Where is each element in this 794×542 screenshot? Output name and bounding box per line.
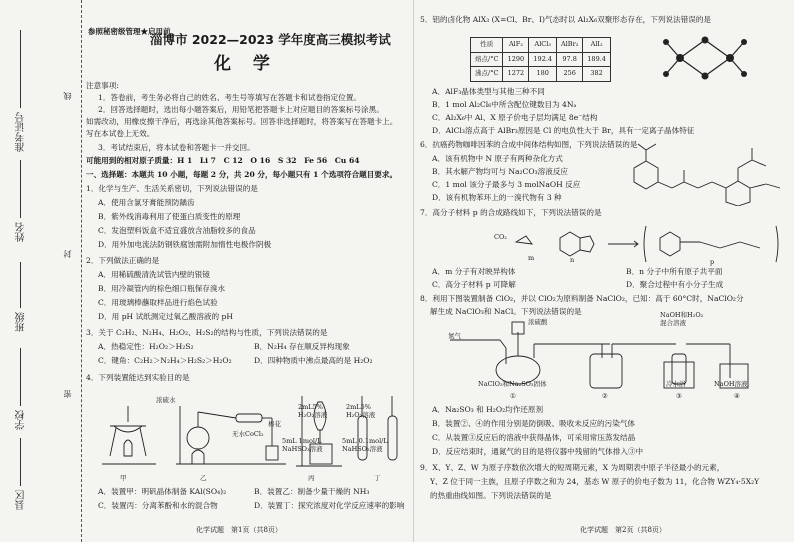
q1-option-a: A．使用含氯牙膏能预防龋齿 bbox=[98, 198, 195, 207]
q7-stem: 7．高分子材料 p 的合成路线如下，下列说法错误的是 bbox=[420, 208, 602, 217]
q1-option-d: D．用外加电流法防钢铁腐蚀需附加惰性电极作阴极 bbox=[98, 240, 272, 249]
q4-label-ding: 丁 bbox=[374, 474, 381, 482]
table-cell: 97.8 bbox=[557, 52, 583, 67]
atomic-masses: 可能用到的相对原子质量：H 1 Li 7 C 12 O 16 S 32 Fe 56 Cu 64 bbox=[86, 156, 360, 165]
exam-id-line bbox=[20, 30, 21, 108]
benzene-ring bbox=[726, 181, 750, 206]
page-divider bbox=[413, 0, 414, 542]
table-header-row bbox=[471, 38, 611, 53]
notes-heading: 注意事项: bbox=[86, 81, 119, 90]
table-header-cell: AlF₃ bbox=[503, 38, 529, 53]
table-cell: 1290 bbox=[503, 52, 529, 67]
q8-label-2: ② bbox=[602, 392, 608, 400]
q5-option-c: C．Al₂X₆中 Al、X 原子价电子层均满足 8e⁻结构 bbox=[432, 113, 598, 122]
q7-option-c: C．高分子材料 p 可降解 bbox=[432, 280, 516, 289]
q2-option-b: B．用冷凝管内的棕色细口瓶保存溴水 bbox=[98, 284, 226, 293]
drying-tube bbox=[236, 414, 262, 422]
q8-label-nitrogen: 氮气 bbox=[448, 332, 461, 340]
q9-line-2: Y、Z 位于同一主族，且原子序数之和为 24，基态 W 原子的价电子数为 11，化合物 WZY₄·5X₂Y bbox=[430, 477, 760, 486]
q8-label-4: ④ bbox=[734, 392, 740, 400]
q1-option-c: C．发泡塑料饭盒不适宜盛放含油脂较多的食品 bbox=[98, 226, 256, 235]
q3-option-b: B．N₂H₄ 存在顺反异构现象 bbox=[254, 342, 350, 351]
class-line bbox=[20, 262, 21, 308]
table-cell: 熔点/°C bbox=[471, 52, 503, 67]
q3-stem: 3．关于 C₂H₂、N₂H₄、H₂O₂、H₂S₂的结构与性质，下列说法错误的是 bbox=[86, 328, 328, 337]
table-cell: 256 bbox=[557, 67, 583, 82]
cut-mark-seal: 封 bbox=[63, 250, 72, 258]
q7-option-b: B．n 分子中所有原子共平面 bbox=[626, 267, 723, 276]
page-footer-right: 化学试题 第2页（共8页） bbox=[580, 525, 666, 534]
q6-option-c: C．1 mol 该分子最多与 3 molNaOH 反应 bbox=[432, 180, 581, 189]
note-2: 2．回答选择题时，选出每小题答案后，用铅笔把答题卡上对应题目的答案标号涂黑。 bbox=[98, 105, 384, 114]
exam-title: 淄博市 2022—2023 学年度高三模拟考试 bbox=[150, 32, 391, 47]
q9-line-3: 的热重曲线如图。下列说法错误的是 bbox=[430, 491, 552, 500]
page-left bbox=[86, 0, 408, 542]
class-label: 班级 bbox=[16, 312, 27, 332]
table-header-cell: AlI₃ bbox=[583, 38, 611, 53]
q4-option-d: D．装置丁：探究浓度对化学反应速率的影响 bbox=[254, 501, 405, 510]
q7-option-d: D．聚合过程中有小分子生成 bbox=[626, 280, 724, 289]
q1-stem: 1．化学与生产、生活关系密切，下列说法错误的是 bbox=[86, 184, 258, 193]
q7-label-p: p bbox=[710, 258, 715, 266]
q5-stem: 5．铝的卤化物 AlX₃ (X=Cl、Br、I)气态时以 Al₂X₆双聚形态存在，下列说法错误的是 bbox=[420, 15, 712, 24]
table-cell: 382 bbox=[583, 67, 611, 82]
q7-synthesis-route bbox=[490, 220, 790, 264]
q8-label-cold-water: 冷水浴 bbox=[666, 380, 686, 388]
cut-mark-line: 线 bbox=[63, 92, 72, 100]
county-line bbox=[20, 438, 21, 486]
note-2-cont: 如需改动，用橡皮擦干净后，再选涂其他答案标号。回答非选择题时，将答案写在答题卡上。 bbox=[86, 117, 398, 126]
q9-line-1: 9．X、Y、Z、W 为原子序数依次增大的短周期元素，X 为周期表中原子半径最小的元素， bbox=[420, 463, 725, 472]
test-tube-2 bbox=[388, 416, 397, 460]
alcohol-lamp bbox=[124, 440, 132, 456]
q8-stem-line-1: 8．利用下图装置制备 ClO₂，并以 ClO₂为原料制备 NaClO₂，已知：高于 60°C时，NaClO₂分 bbox=[420, 294, 744, 303]
q4-stem: 4．下列装置能达到实验目的是 bbox=[86, 373, 190, 382]
section-1-heading: 一、选择题：本题共 10 小题，每题 2 分，共 20 分，每小题只有 1 个选项符合题目要求。 bbox=[86, 170, 398, 179]
subject-title: 化 学 bbox=[214, 54, 278, 74]
q7-label-n: n bbox=[570, 256, 575, 264]
q4-label-jia: 甲 bbox=[120, 474, 127, 482]
q5-dimer-structure bbox=[660, 28, 750, 88]
table-cell: 189.4 bbox=[583, 52, 611, 67]
table-header-cell: AlCl₃ bbox=[529, 38, 557, 53]
name-line bbox=[20, 160, 21, 218]
safety-bottle bbox=[590, 354, 622, 388]
page-right bbox=[420, 0, 790, 542]
q1-option-b: B．紫外线消毒利用了使蛋白质变性的原理 bbox=[98, 212, 241, 221]
q4-label-cotton: 棉花 bbox=[268, 420, 281, 428]
q8-label-3: ③ bbox=[676, 392, 682, 400]
q4-label-nahso3-a: 5mL 1mol/L NaHSO₃溶液 bbox=[282, 437, 323, 453]
exam-id-label: 准考证号 bbox=[16, 112, 27, 152]
county-label: 县区 bbox=[16, 490, 27, 510]
q4-label-nahso3-b: 5mL 0.1mol/L NaHSO₃溶液 bbox=[342, 437, 388, 453]
binding-strip bbox=[0, 0, 82, 542]
q2-option-c: C．用玻璃棒蘸取样品进行焰色试验 bbox=[98, 298, 218, 307]
q8-label-mixture: NaClO₃和Na₂SO₃固体 bbox=[478, 380, 547, 388]
q4-label-bing: 丙 bbox=[308, 474, 315, 482]
q4-label-anhydrous: 无水CoCl₂ bbox=[232, 430, 264, 438]
epoxide bbox=[516, 236, 532, 244]
q8-option-d: D．反应结束时，通氮气的目的是将仪器中残留的气体排入③中 bbox=[432, 447, 644, 456]
q8-label-naoh-h2o2: NaOH和H₂O₂ 混合溶液 bbox=[660, 311, 704, 327]
q8-option-b: B．装置②、④的作用分别是防倒吸、吸收未反应的污染气体 bbox=[432, 419, 636, 428]
q3-option-c: C．键角：C₂H₂＞N₂H₄＞H₂S₂＞H₂O₂ bbox=[98, 356, 232, 365]
q4-option-b: B．装置乙：制备少量干燥的 NH₃ bbox=[254, 487, 370, 496]
q5-option-a: A．AlF₃晶体类型与其他三种不同 bbox=[432, 87, 545, 96]
round-flask bbox=[187, 427, 209, 449]
school-line bbox=[20, 348, 21, 406]
anhydride-ring bbox=[560, 232, 580, 256]
q7-option-a: A．m 分子有对映异构体 bbox=[432, 267, 516, 276]
note-3: 3．考试结束后，将本试卷和答题卡一并交回。 bbox=[98, 143, 255, 152]
q6-option-d: D．该有机物苯环上的一溴代物有 3 种 bbox=[432, 193, 562, 202]
q8-option-c: C．从装置③反应后的溶液中获得晶体，可采用常压蒸发结晶 bbox=[432, 433, 636, 442]
name-label: 姓名 bbox=[16, 222, 27, 242]
q6-option-a: A．该有机物中 N 原子有两种杂化方式 bbox=[432, 154, 563, 163]
q2-stem: 2．下列做法正确的是 bbox=[86, 256, 160, 265]
q8-label-1: ① bbox=[510, 392, 516, 400]
q8-label-naoh: NaOH溶液 bbox=[714, 380, 748, 388]
page-footer-left: 化学试题 第1页（共8页） bbox=[196, 525, 282, 534]
q7-label-co2: CO₂ bbox=[494, 233, 507, 241]
q8-label-conc-h2so4: 浓硫酸 bbox=[528, 318, 548, 326]
q4-label-yi: 乙 bbox=[200, 474, 207, 482]
q6-stem: 6．抗癌药物咖啡因苯的合成中间体结构如图，下列说法错误的是 bbox=[420, 140, 638, 149]
pyridine-ring bbox=[634, 161, 658, 189]
q4-option-c: C．装置丙：分离苯酚和水的混合物 bbox=[98, 501, 218, 510]
secret-level: 参照秘密级管理★启用前 bbox=[88, 27, 171, 36]
table-row bbox=[471, 52, 611, 67]
evaporating-dish bbox=[114, 426, 142, 432]
q2-option-d: D．用 pH 试纸测定过氧乙酸溶液的 pH bbox=[98, 312, 234, 321]
q2-option-a: A．用稀硫酸清洗试管内壁的银镜 bbox=[98, 270, 210, 279]
q8-stem-line-2: 解生成 NaClO₃和 NaCl。下列说法错误的是 bbox=[430, 307, 582, 316]
q6-option-b: B．其水解产物均可与 Na₂CO₃溶液反应 bbox=[432, 167, 569, 176]
note-2-end: 写在本试卷上无效。 bbox=[86, 129, 155, 138]
table-header-cell: 性质 bbox=[471, 38, 503, 53]
q6-molecule-structure bbox=[616, 140, 786, 206]
table-cell: 180 bbox=[529, 67, 557, 82]
q4-label-h2o2-a: 2mL5% H₂O₂溶液 bbox=[298, 403, 328, 419]
table-row bbox=[471, 67, 611, 82]
q4-option-a: A．装置甲：明矾晶体制备 KAl(SO₄)₂ bbox=[98, 487, 227, 496]
q3-option-a: A．热稳定性：H₂O₂＞H₂S₂ bbox=[98, 342, 194, 351]
table-header-cell: AlBr₃ bbox=[557, 38, 583, 53]
q5-option-d: D．AlCl₃溶点高于 AlBr₃原因是 Cl 的电负性大于 Br，具有一定离子晶体特征 bbox=[432, 126, 695, 135]
q8-option-a: A．Na₂SO₃ 和 H₂O₂均作还原剂 bbox=[432, 405, 544, 414]
table-cell: 192.4 bbox=[529, 52, 557, 67]
school-label: 学校 bbox=[16, 410, 27, 430]
q4-label-h2o2-b: 2mL5% H₂O₂溶液 bbox=[346, 403, 376, 419]
q4-label-saltwater: 浓硫水 bbox=[156, 396, 176, 404]
cut-mark-secret: 密 bbox=[63, 390, 72, 398]
note-1: 1．答卷前，考生务必将自己的姓名、考生号等填写在答题卡和试卷指定位置。 bbox=[98, 93, 362, 102]
q5-property-table bbox=[470, 37, 611, 82]
table-cell: 1272 bbox=[503, 67, 529, 82]
table-cell: 沸点/°C bbox=[471, 67, 503, 82]
q3-option-d: D．四种物质中沸点最高的是 H₂O₂ bbox=[254, 356, 373, 365]
q7-label-m: m bbox=[528, 254, 535, 262]
q5-option-b: B．1 mol Al₂Cl₆中所含配位键数目为 4Nₐ bbox=[432, 100, 577, 109]
